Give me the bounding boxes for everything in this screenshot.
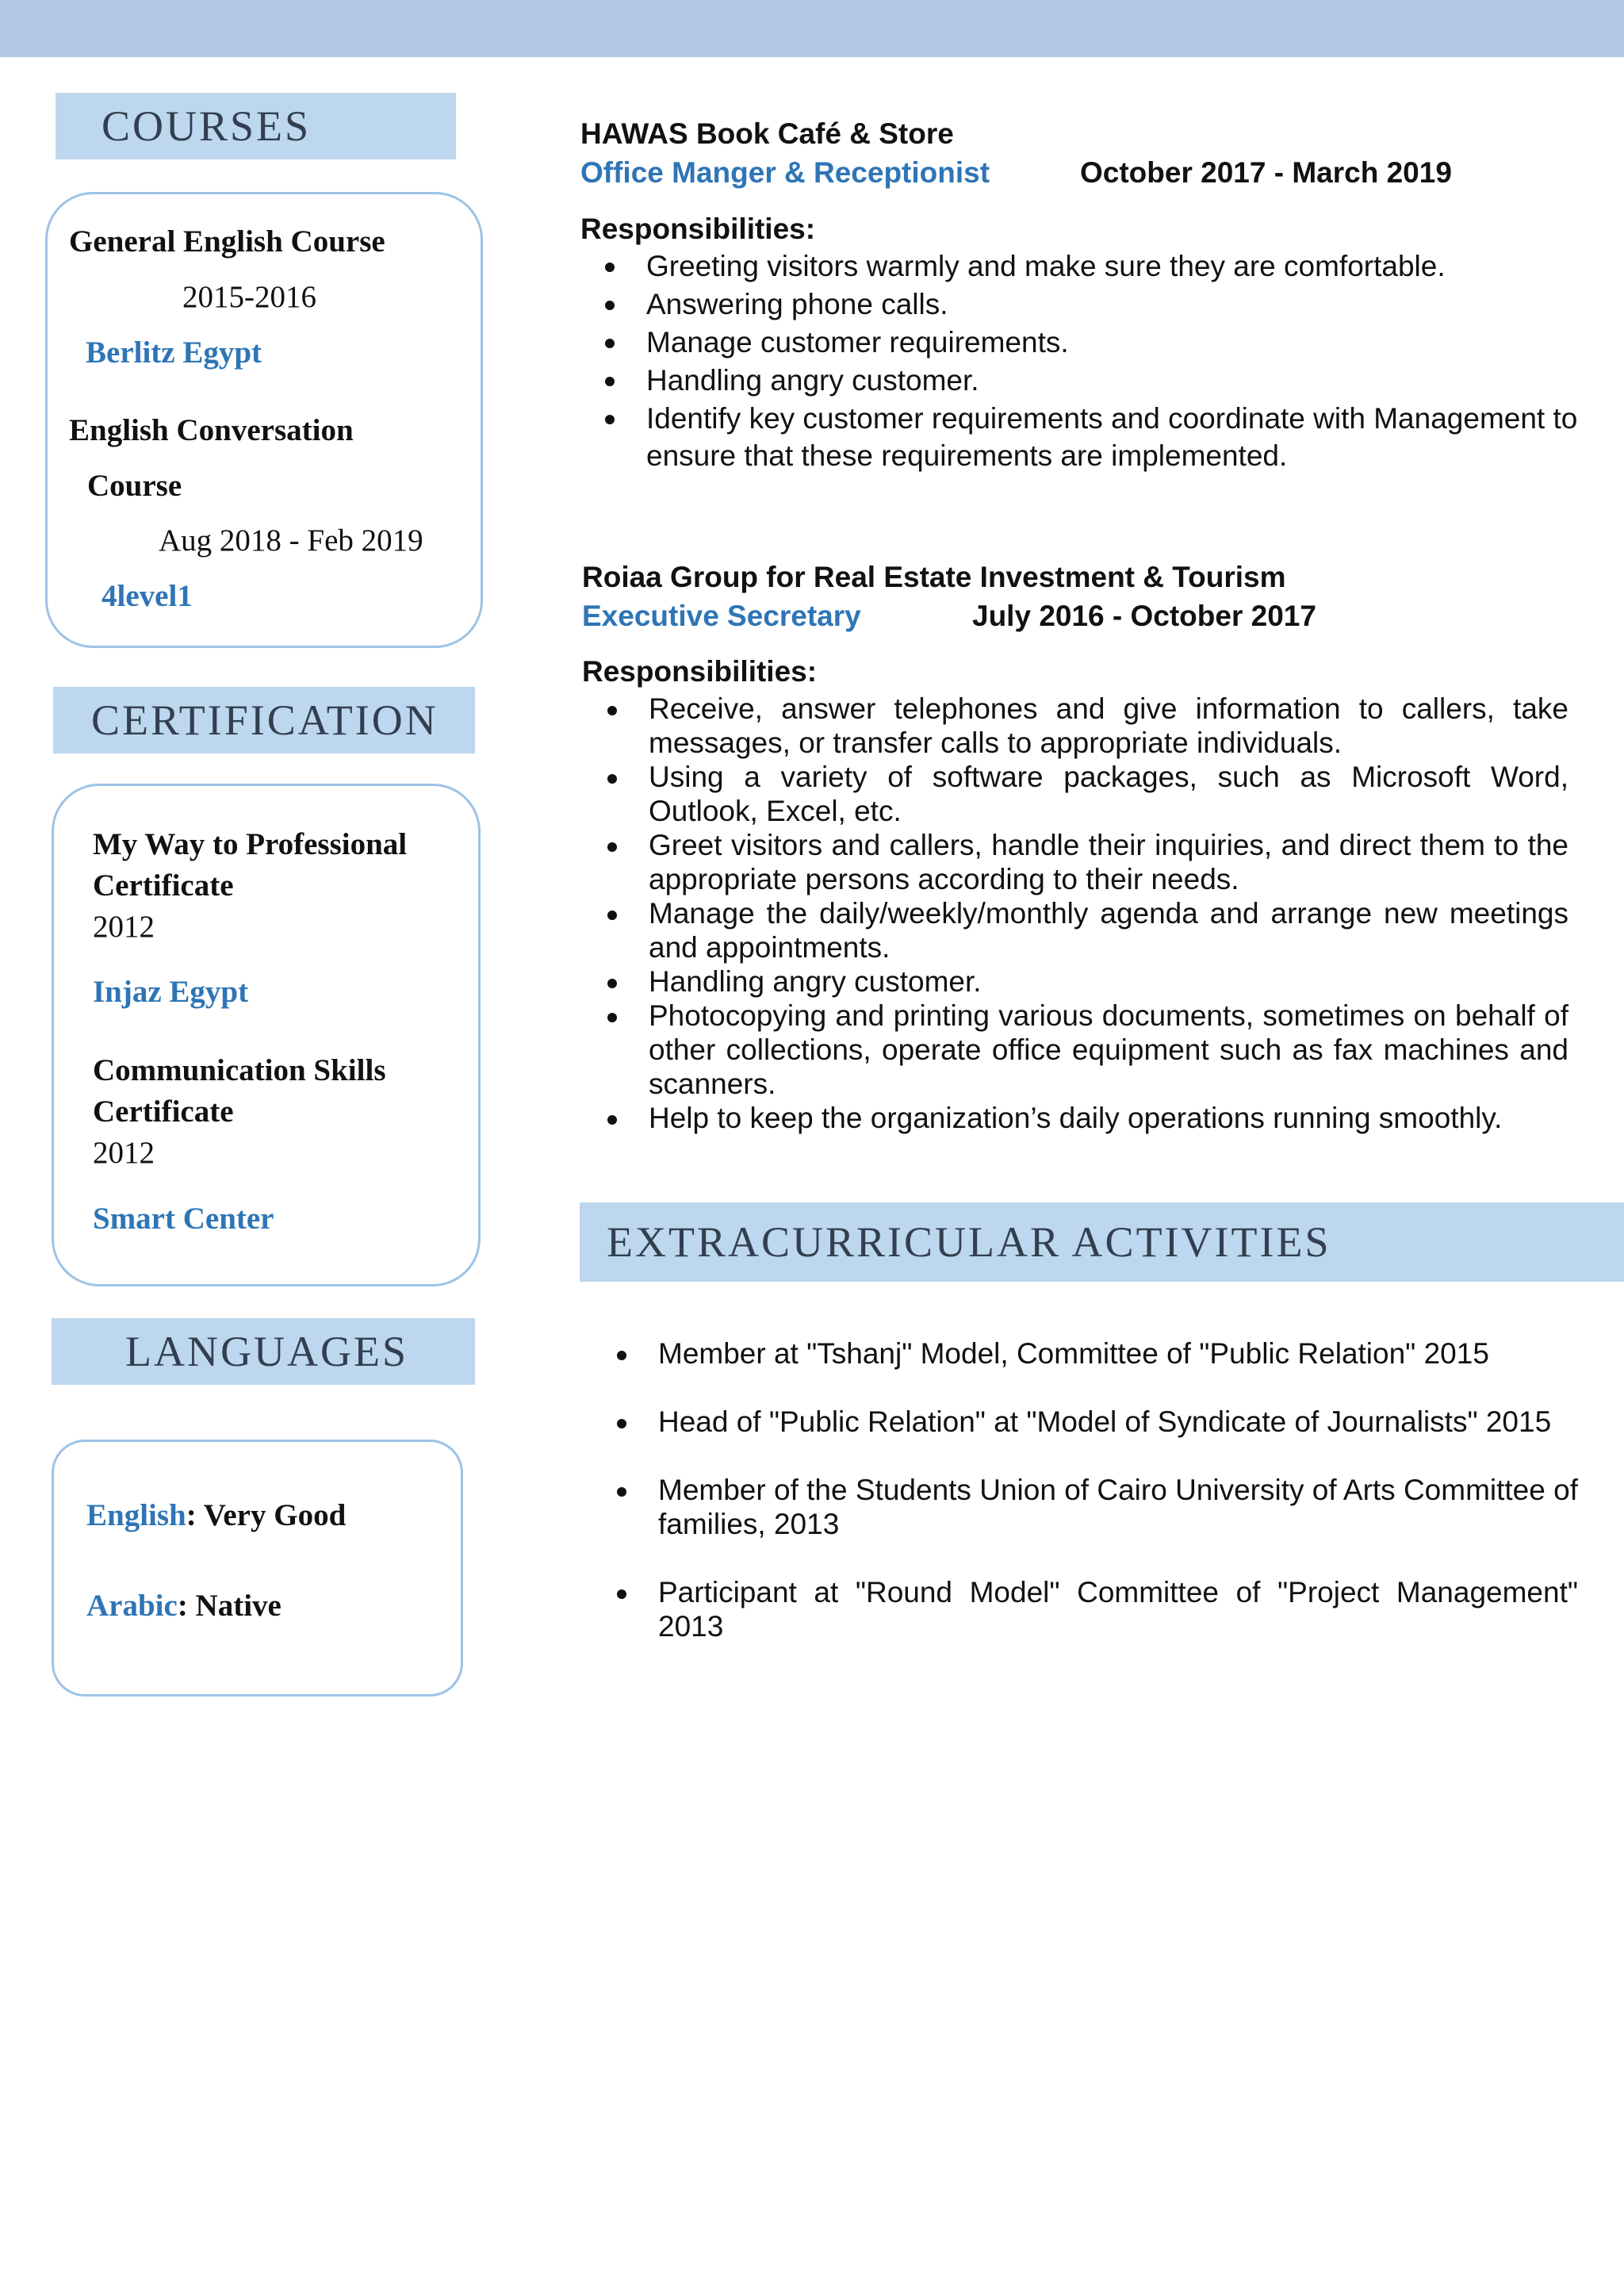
responsibilities-label: Responsibilities: [580, 213, 816, 245]
extracurricular-heading-text: EXTRACURRICULAR ACTIVITIES [607, 1218, 1331, 1266]
language-entry [86, 1588, 282, 1624]
language-level: : Native [177, 1589, 282, 1623]
list-item: Answering phone calls. [646, 286, 1582, 323]
certificate-provider: Smart Center [93, 1202, 274, 1236]
activity-list [658, 1336, 1578, 1677]
certificate-year: 2012 [93, 1136, 155, 1170]
certificate-provider: Injaz Egypt [93, 975, 249, 1009]
list-item: Photocopying and printing various documents, sometimes on behalf of other collections, operate office equipment such as fax machines and scanners. [649, 999, 1568, 1100]
certification-heading [53, 687, 475, 753]
list-item: Manage customer requirements. [646, 324, 1582, 361]
job-role: Office Manger & Receptionist [580, 156, 990, 189]
language-level: : Very Good [186, 1498, 347, 1532]
course-provider: 4level1 [102, 579, 193, 613]
language-name: English [86, 1498, 186, 1532]
languages-heading-text: LANGUAGES [125, 1328, 408, 1375]
language-name: Arabic [86, 1589, 178, 1623]
languages-box [52, 1440, 463, 1697]
course-title: English Conversation [69, 413, 354, 447]
course-title: Course [87, 469, 182, 503]
certificate-year: 2012 [93, 910, 155, 944]
course-dates: Aug 2018 - Feb 2019 [159, 523, 423, 558]
course-dates: 2015-2016 [182, 280, 316, 314]
list-item: Handling angry customer. [649, 964, 1568, 999]
certificate-title: Certificate [93, 1095, 234, 1129]
list-item: Greeting visitors warmly and make sure they are comfortable. [646, 247, 1582, 285]
certificate-title: Certificate [93, 868, 234, 903]
list-item: Member at "Tshanj" Model, Committee of "Public Relation" 2015 [658, 1336, 1578, 1371]
responsibilities-label: Responsibilities: [582, 655, 818, 688]
top-color-band [0, 0, 1624, 57]
list-item: Receive, answer telephones and give information to callers, take messages, or transfer calls to appropriate individuals. [649, 692, 1568, 759]
list-item: Head of "Public Relation" at "Model of Syndicate of Journalists" 2015 [658, 1405, 1578, 1439]
courses-heading-text: COURSES [102, 102, 312, 150]
list-item: Member of the Students Union of Cairo University of Arts Committee of families, 2013 [658, 1474, 1578, 1540]
languages-heading [52, 1318, 475, 1385]
job-role: Executive Secretary [582, 600, 861, 632]
list-item: Using a variety of software packages, such as Microsoft Word, Outlook, Excel, etc. [649, 761, 1568, 827]
course-title: General English Course [69, 224, 385, 259]
certificate-title: My Way to Professional [93, 827, 408, 861]
course-provider: Berlitz Egypt [86, 335, 262, 370]
job-period: July 2016 - October 2017 [972, 600, 1316, 632]
certificate-title: Communication Skills [93, 1053, 386, 1087]
list-item: Help to keep the organization’s daily operations running smoothly. [649, 1101, 1568, 1135]
list-item: Participant at "Round Model" Committee of "Project Management" 2013 [658, 1576, 1578, 1643]
list-item: Identify key customer requirements and coordinate with Management to ensure that these requirements are implemented. [646, 400, 1582, 474]
list-item: Manage the daily/weekly/monthly agenda and arrange new meetings and appointments. [649, 897, 1568, 964]
list-item: Greet visitors and callers, handle their inquiries, and direct them to the appropriate persons according to their needs. [649, 829, 1568, 895]
company-name: HAWAS Book Café & Store [580, 117, 954, 150]
company-name: Roiaa Group for Real Estate Investment & Tourism [582, 561, 1286, 593]
extracurricular-heading [580, 1202, 1624, 1282]
certification-heading-text: CERTIFICATION [91, 696, 439, 744]
responsibility-list [649, 692, 1568, 1135]
list-item: Handling angry customer. [646, 362, 1582, 399]
job-period: October 2017 - March 2019 [1080, 156, 1452, 189]
courses-heading [56, 93, 456, 159]
responsibility-list [646, 247, 1582, 475]
language-entry [86, 1497, 346, 1533]
